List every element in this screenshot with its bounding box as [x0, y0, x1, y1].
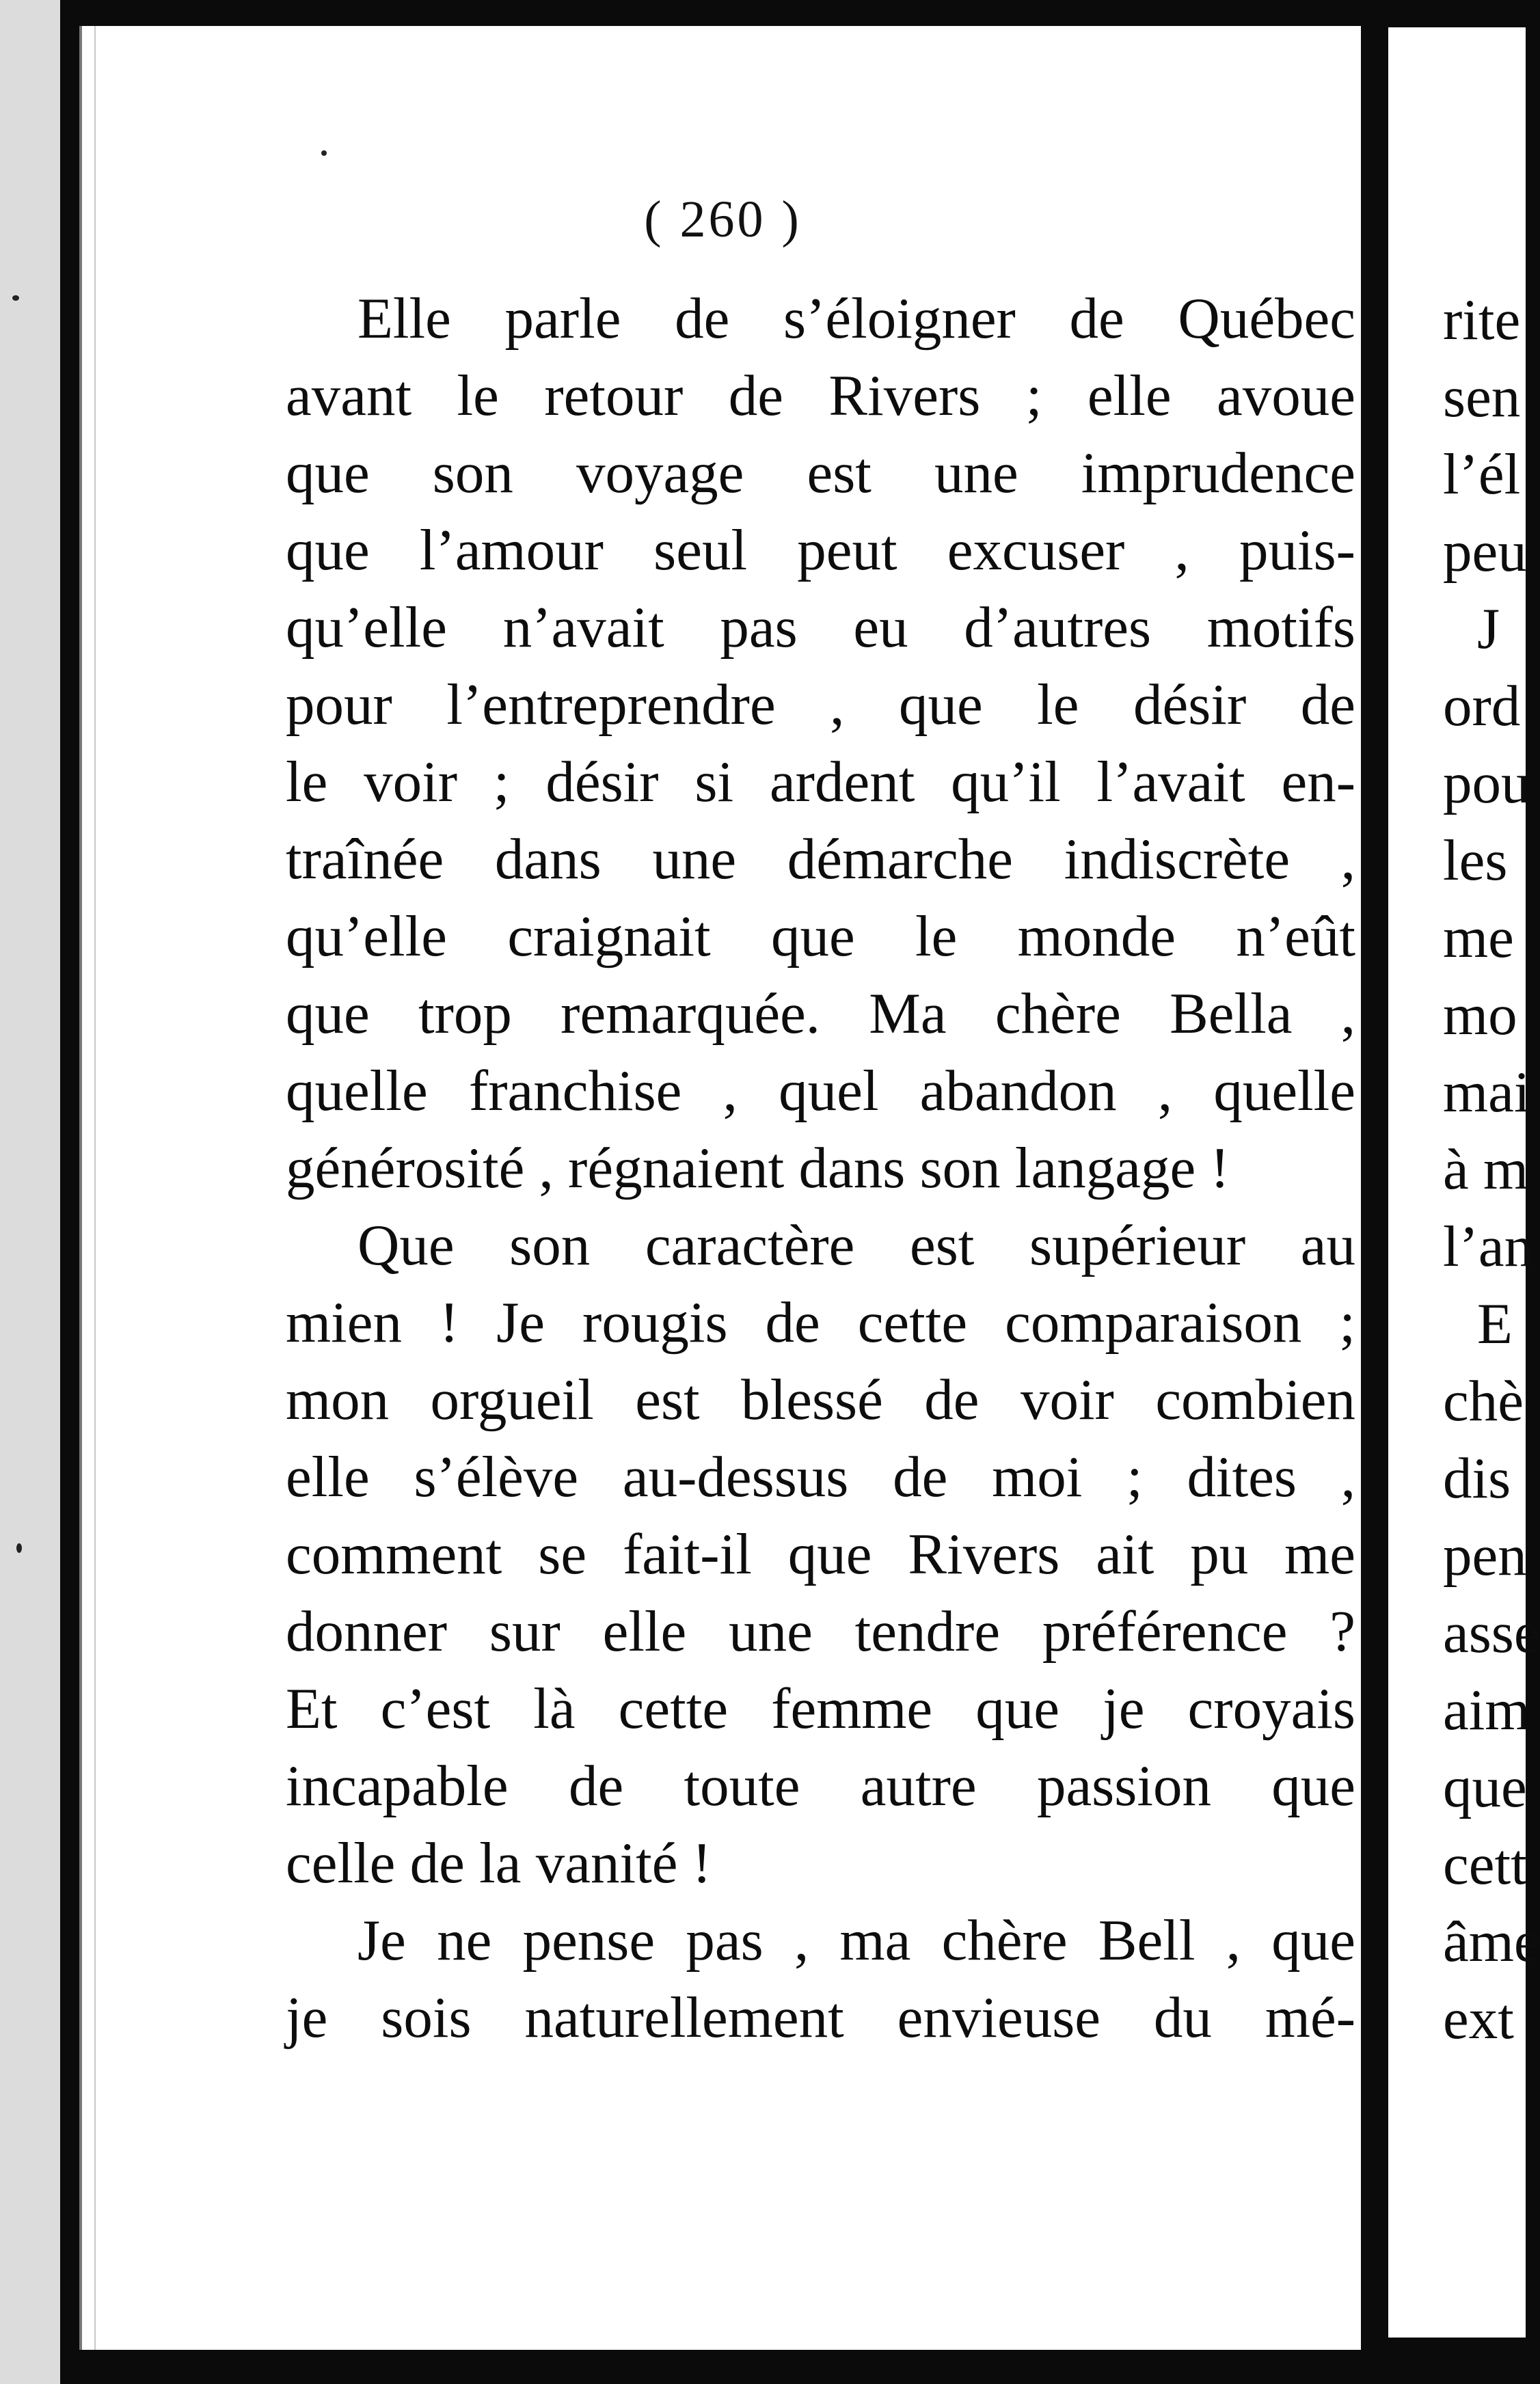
text-line: donner sur elle une tendre préférence ?	[286, 1599, 1355, 1664]
facing-text-fragment: mo	[1443, 983, 1517, 1047]
facing-text-fragment: aim	[1443, 1678, 1530, 1742]
facing-text-fragment: J	[1477, 597, 1500, 661]
text-line: comment se fait-il que Rivers ait pu me	[286, 1522, 1355, 1586]
text-line: que son voyage est une imprudence	[286, 441, 1355, 505]
facing-text-fragment: pen	[1443, 1523, 1527, 1588]
text-line: celle de la vanité !	[286, 1831, 712, 1895]
text-line: pour l’entreprendre , que le désir de	[286, 673, 1355, 737]
text-line: que l’amour seul peut excuser , puis-	[286, 518, 1355, 582]
book-gutter	[1361, 26, 1388, 2350]
text-line: je sois naturellement envieuse du mé-	[286, 1986, 1355, 2050]
facing-text-fragment: à m	[1443, 1137, 1529, 1202]
facing-text-fragment: E	[1477, 1292, 1513, 1356]
page-number: ( 260 )	[644, 191, 802, 248]
binding-shadow	[60, 0, 79, 2384]
text-line: générosité , régnaient dans son langage !	[286, 1136, 1230, 1200]
text-line: Elle parle de s’éloigner de Québec	[357, 286, 1355, 351]
text-line: incapable de toute autre passion que	[286, 1754, 1355, 1818]
facing-text-fragment: mai	[1443, 1060, 1530, 1124]
text-line: que trop remarquée. Ma chère Bella ,	[286, 981, 1355, 1046]
text-line: avant le retour de Rivers ; elle avoue	[286, 364, 1355, 428]
text-line: qu’elle craignait que le monde n’eût	[286, 904, 1355, 968]
facing-text-fragment: que	[1443, 1755, 1527, 1819]
facing-text-fragment: cett	[1443, 1832, 1527, 1897]
text-line: Et c’est là cette femme que je croyais	[286, 1677, 1355, 1741]
facing-page-fragment	[1388, 27, 1540, 2338]
facing-text-fragment: dis	[1443, 1446, 1511, 1511]
text-line: quelle franchise , quel abandon , quelle	[286, 1059, 1355, 1123]
ink-speck	[12, 295, 19, 301]
facing-text-fragment: les	[1443, 828, 1508, 893]
facing-text-fragment: peu	[1443, 519, 1527, 584]
book-page	[79, 26, 1364, 2350]
facing-text-fragment: pou	[1443, 751, 1530, 815]
text-line: le voir ; désir si ardent qu’il l’avait en-	[286, 750, 1355, 814]
facing-text-fragment: l’an	[1443, 1215, 1534, 1279]
facing-text-fragment: ext	[1443, 1987, 1514, 2051]
text-line: Que son caractère est supérieur au	[357, 1213, 1355, 1277]
ink-speck	[16, 1543, 22, 1553]
page-text	[286, 280, 1355, 2057]
facing-text-fragment: chè	[1443, 1369, 1524, 1433]
facing-text-fragment: ord	[1443, 674, 1521, 738]
ink-speck	[321, 150, 327, 156]
text-line: qu’elle n’avait pas eu d’autres motifs	[286, 595, 1355, 660]
text-line: mon orgueil est blessé de voir combien	[286, 1368, 1355, 1432]
facing-text-fragment: rite	[1443, 288, 1521, 352]
facing-page-text	[1443, 282, 1540, 2058]
facing-text-fragment: me	[1443, 906, 1514, 970]
text-line: mien ! Je rougis de cette comparaison ;	[286, 1290, 1355, 1355]
text-line: traînée dans une démarche indiscrète ,	[286, 827, 1355, 891]
facing-text-fragment: âme	[1443, 1910, 1540, 1974]
text-line: Je ne pense pas , ma chère Bell , que	[357, 1908, 1355, 1973]
facing-text-fragment: sen	[1443, 365, 1521, 429]
text-line: elle s’élève au-dessus de moi ; dites ,	[286, 1445, 1355, 1509]
facing-text-fragment: l’él	[1443, 442, 1521, 506]
facing-text-fragment: asse	[1443, 1601, 1540, 1665]
